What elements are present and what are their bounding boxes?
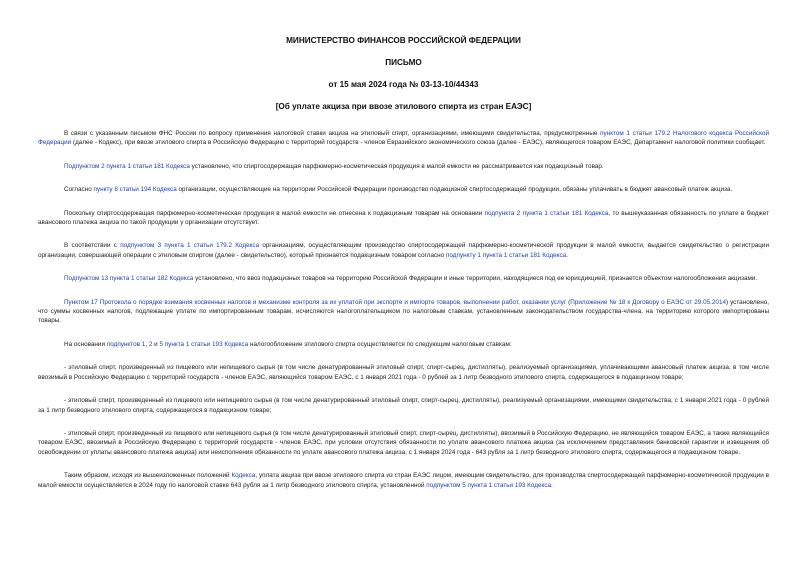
paragraph-5: В соответствии с подпунктом 3 пункта 1 статьи 179.2 Кодекса организациям, осуществляющим производство спиртосодержащей парфюмерно-косметической продукции в малой емкости, выдается свидетельство о регистрации организации, совершающей операции с этиловым спиртом (далее - свидетельство), который признается подакцизным товаром согласно подпункту 1 пункта 1 статьи 181 Кодекса. [38, 242, 769, 259]
paragraph-11: - этиловый спирт, произведенный из пищевого или непищевого сырья (в том числе денатурированный этиловый спирт, спирт-сырец, дистилляты), ввозимый в Российскую Федерацию, не являющийся товаром ЕАЭС, а также являющийся товаром ЕАЭС, ввозимый в Российскую Федерацию с территорий государств - членов ЕАЭС, при условии отсутствия обязанности по уплате авансового платежа акциза (за исключением представления банковской гарантии и извещения об освобождении от уплаты авансового платежа акциза) или неисполнения обязанности по уплате авансового платежа акциза, с 1 января 2024 года - 643 рубля за 1 литр безводного этилового спирта, содержащегося в подакцизном товаре. [38, 429, 769, 456]
link-article-194-p8[interactable]: пункту 8 статьи 194 Кодекса [93, 186, 177, 194]
link-article-181-sub1[interactable]: подпункту 1 пункта 1 статьи 181 Кодекса [445, 251, 567, 259]
link-article-179-2-sub3[interactable]: подпунктом 3 пункта 1 статьи 179.2 Кодекса [120, 242, 260, 250]
document-header [38, 36, 769, 111]
paragraph-9: - этиловый спирт, произведенный из пищевого или непищевого сырья (в том числе денатурированный этиловый спирт, спирт-сырец, дистилляты), реализуемый организациями, уплачивающими авансовый платеж акциза, в том числе ввозимый в Российскую Федерацию с территорий государств - членов ЕАЭС, являющийся товаром ЕАЭС, с 1 января 2021 года - 0 рублей за 1 литр безводного этилового спирта, содержащегося в подакцизном товаре; [38, 364, 769, 381]
document-type: ПИСЬМО [385, 58, 422, 67]
link-article-193-sub5-b[interactable]: подпунктом 5 пункта 1 статьи 193 Кодекса [426, 481, 552, 489]
link-protocol-p17[interactable]: Пунктом 17 Протокола о порядке взимания косвенных налогов и механизме контроля за их уплатой при экспорте и импорте товаров, выполнении работ, оказании услуг [64, 298, 567, 306]
link-article-193-sub5[interactable]: 5 пункта 1 статьи 193 Кодекса [159, 340, 249, 348]
paragraph-8: На основании подпунктов 1, 2 и 5 пункта 1 статьи 193 Кодекса налогообложение этилового спирта осуществляется по следующим налоговым ставкам: [64, 340, 512, 348]
link-article-193-sub1[interactable]: подпунктов 1 [106, 340, 146, 348]
paragraph-2: Подпунктом 2 пункта 1 статьи 181 Кодекса установлено, что спиртосодержащая парфюмерно-косметическая продукция в малой емкости не рассматривается как подакцизный товар. [64, 162, 604, 170]
link-article-179-2[interactable]: пунктом 1 статьи 179.2 Налогового кодекса Российской Федерации [38, 130, 769, 147]
link-article-181-sub2[interactable]: Подпунктом 2 пункта 1 статьи 181 Кодекса [64, 162, 190, 170]
link-code[interactable]: Кодекса [231, 472, 256, 480]
paragraph-12: Таким образом, исходя из вышеизложенных положений Кодекса, уплата акциза при ввозе этилового спирта из стран ЕАЭС лицом, имеющим свидетельство, для производства спиртосодержащей парфюмерно-косметической продукции в малой емкости осуществляется в 2024 году по налоговой ставке 643 рубля за 1 литр безводного этилового спирта, установленной подпунктом 5 пункта 1 статьи 193 Кодекса. [38, 472, 769, 489]
link-article-181-sub2-b[interactable]: подпункта 2 пункта 1 статьи 181 Кодекса [484, 209, 609, 217]
paragraph-7: Пунктом 17 Протокола о порядке взимания косвенных налогов и механизме контроля за их уплатой при экспорте и импорте товаров, выполнении работ, оказании услуг (Приложение № 18 к Договору о ЕАЭС от 29.05.2014) установлено, что суммы косвенных налогов, подлежащие уплате по импортированным товарам, исчисляются налогоплательщиком по налоговым ставкам, установленным законодательством государства-члена, на территорию которого импортированы товары. [38, 298, 769, 325]
link-eaeu-appendix-18[interactable]: Приложение № 18 к Договору о ЕАЭС от 29.05.2014 [570, 298, 726, 306]
ministry-name: МИНИСТЕРСТВО ФИНАНСОВ РОССИЙСКОЙ ФЕДЕРАЦИИ [286, 36, 521, 45]
paragraph-3: Согласно пункту 8 статьи 194 Кодекса организации, осуществляющие на территории Российской Федерации производство подакцизной спиртосодержащей продукции, обязаны уплачивать в бюджет авансовый платеж акциза. [64, 186, 733, 194]
paragraph-6: Подпунктом 13 пункта 1 статьи 182 Кодекса установлено, что ввоз подакцизных товаров на территорию Российской Федерации и иные территории, находящиеся под ее юрисдикцией, признается объектом налогообложения акцизами. [64, 275, 758, 283]
paragraph-10: - этиловый спирт, произведенный из пищевого или непищевого сырья (в том числе денатурированный этиловый спирт, спирт-сырец, дистилляты), реализуемый организациями, имеющими свидетельства, с 1 января 2021 года - 0 рублей за 1 литр безводного этилового спирта, содержащегося в подакцизном товаре; [38, 397, 769, 414]
link-article-193-sub2[interactable]: 2 [148, 340, 153, 348]
paragraph-4: Поскольку спиртосодержащая парфюмерно-косметическая продукция в малой емкости не отнесена к подакцизным товарам на основании подпункта 2 пункта 1 статьи 181 Кодекса, то вышеуказанная обязанность по уплате в бюджет авансового платежа акциза по такой продукции у организации отсутствует. [38, 209, 769, 227]
document-date-number: от 15 мая 2024 года № 03-13-10/44343 [328, 80, 479, 89]
paragraph-1: В связи с указанным письмом ФНС России по вопросу применения налоговой ставки акциза на этиловый спирт, организациями, имеющими свидетельства, предусмотренные пунктом 1 статьи 179.2 Налогового кодекса Российской Федерации (далее - Кодекс), при ввозе этилового спирта в Российскую Федерацию с территорий государств - членов Евразийского экономического союза (далее - ЕАЭС), являющегося товаром ЕАЭС, Департамент налоговой политики сообщает. [38, 130, 769, 147]
link-article-182-sub13[interactable]: Подпунктом 13 пункта 1 статьи 182 Кодекса [64, 275, 194, 283]
document-subject: [Об уплате акциза при ввозе этилового спирта из стран ЕАЭС] [275, 102, 532, 111]
